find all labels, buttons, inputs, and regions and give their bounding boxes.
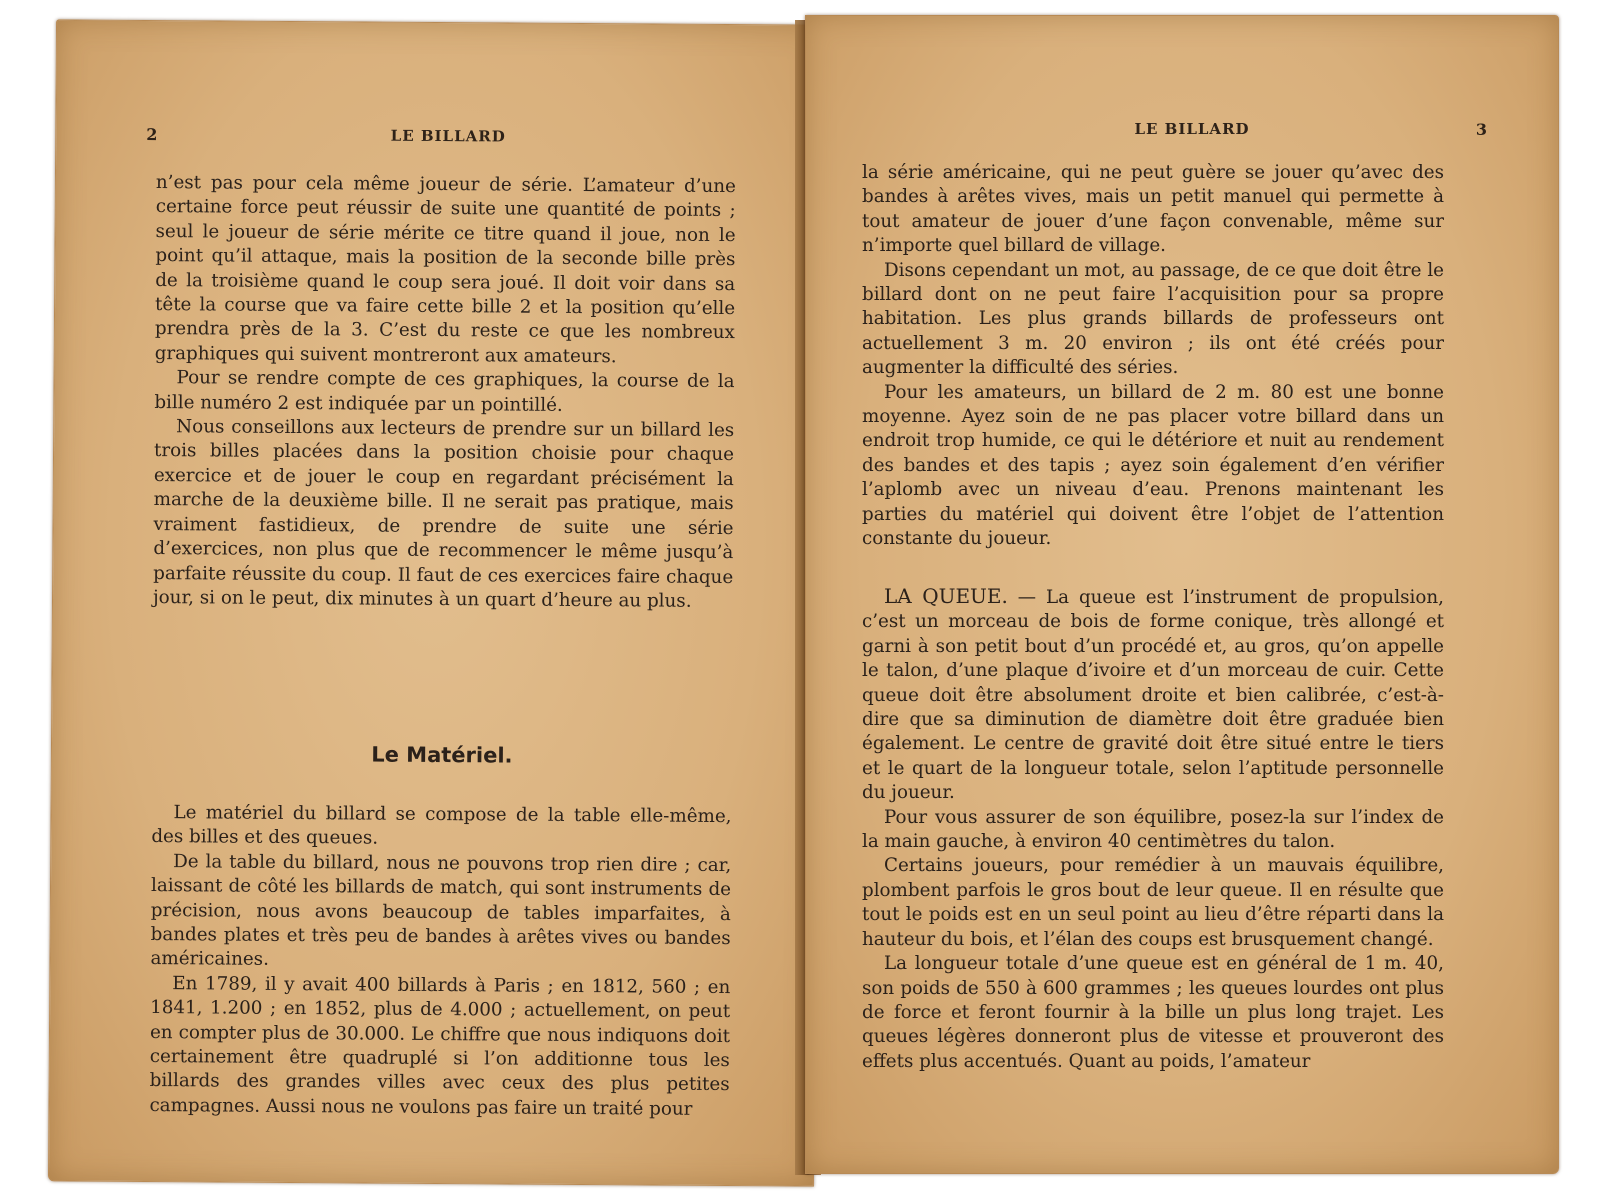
right-paragraph-6: Certains joueurs, pour remédier à un mauvais équilibre, plombent parfois le gros bout de leur queue. Il en résulte que tout le poids est en un seul point au lieu d’être réparti dans la hauteur du bois, et l’élan des coups est brusquement changé. xyxy=(862,855,1444,950)
right-paragraph-1: la série américaine, qui ne peut guère se jouer qu’avec des bandes à arêtes vives, mais un petit manuel qui permette à tout amateur de jouer d’une façon convenable, même sur n’importe quel billard de village. xyxy=(862,162,1444,257)
left-page-number: 2 xyxy=(146,124,159,145)
left-paragraph-2: Pour se rendre compte de ces graphiques, la course de la bille numéro 2 est indiquée par un pointillé. xyxy=(154,367,735,416)
left-running-title: LE BILLARD xyxy=(390,126,506,146)
right-page-number: 3 xyxy=(1475,120,1488,139)
left-bottom-text xyxy=(149,801,731,1122)
right-bottom-text xyxy=(862,584,1444,1074)
left-top-text xyxy=(153,171,736,614)
section-heading-materiel: Le Matériel. xyxy=(371,742,513,768)
left-page-header xyxy=(146,125,750,149)
left-paragraph-5: De la table du billard, nous ne pouvons trop rien dire ; car, laissant de côté les billards de match, qui sont instruments de précision, nous avons beaucoup de tables imparfaites, à bandes plates et très peu de bandes à arêtes vives ou bandes américaines. xyxy=(150,850,732,971)
left-paragraph-1: n’est pas pour cela même joueur de série. L’amateur d’une certaine force peut réussir de suite une quantité de points ; seul le joueur de série mérite ce titre quand il joue, non le point qu’il attaque, mais la position de la seconde bille près de la troisième quand le coup sera joué. Il doit voir dans sa tête la course que va faire cette bille 2 et la position qu’elle prendra près de la 3. C’est du reste ce que les nombreux graphiques qui suivent montreront aux amateurs. xyxy=(154,172,736,368)
subsection-heading-queue: LA QUEUE. xyxy=(884,584,1008,608)
right-page xyxy=(805,15,1559,1174)
right-paragraph-4 xyxy=(862,584,1444,806)
left-page xyxy=(48,19,822,1186)
right-paragraph-7: La longueur totale d’une queue est en général de 1 m. 40, son poids de 550 à 600 grammes ; les queues lourdes ont plus de force et feront fournir à la bille un plus long trajet. Les queues légères donneront plus de vitesse et prouveront des effets plus accentués. Quant au poids, l’amateur xyxy=(862,953,1444,1072)
right-paragraph-2: Disons cependant un mot, au passage, de ce que doit être le billard dont on ne peut faire l’acquisition pour sa propre habitation. Les plus grands billards de professeurs ont actuellement 3 m. 20 environ ; ils ont été créés pour augmenter la difficulté des séries. xyxy=(862,259,1444,379)
left-paragraph-6: En 1789, il y avait 400 billards à Paris ; en 1812, 560 ; en 1841, 1.200 ; en 1852, plus de 4.000 ; actuellement, on peut en compter plus de 30.000. Le chiffre que nous indiquons doit certainement être quadruplé si l’on additionne tous les billards des grandes villes avec ceux des plus petites campagnes. Aussi nous ne voulons pas faire un traité pour xyxy=(149,973,731,1120)
right-running-title: LE BILLARD xyxy=(1134,120,1250,138)
right-page-header xyxy=(896,120,1488,140)
right-top-text xyxy=(862,161,1444,552)
queue-paragraph-text: — La queue est l’instrument de propulsion, c’est un morceau de bois de forme conique, très allongé et garni à son petit bout d’un procédé et, au gros, qu’on appelle le talon, d’une plaque d’ivoire et d’un morceau de cuir. Cette queue doit être absolument droite et bien calibrée, c’est-à-dire que sa diminution de diamètre doit être graduée bien également. Le centre de gravité doit être situé entre le tiers et le quart de la longueur totale, selon l’aptitude personnelle du joueur. xyxy=(862,587,1444,804)
right-paragraph-5: Pour vous assurer de son équilibre, posez-la sur l’index de la main gauche, à environ 40 centimètres du talon. xyxy=(862,806,1444,853)
left-paragraph-3: Nous conseillons aux lecteurs de prendre sur un billard les trois billes placées dans la position choisie pour chaque exercice et de jouer le coup en regardant précisément la marche de la deuxième bille. Il ne serait pas pratique, mais vraiment fastidieux, de prendre de suite une série d’exercices, non plus que de recommencer le même jusqu’à parfaite réussite du coup. Il faut de ces exercices faire chaque jour, si on le peut, dix minutes à un quart d’heure au plus. xyxy=(152,416,735,612)
left-paragraph-4: Le matériel du billard se compose de la table elle-même, des billes et des queues. xyxy=(151,802,732,850)
right-paragraph-3: Pour les amateurs, un billard de 2 m. 80 est une bonne moyenne. Ayez soin de ne pas placer votre billard dans un endroit trop humide, ce qui le détériore et nuit au rendement des bandes et des tapis ; ayez soin également d’en vérifier l’aplomb avec un niveau d’eau. Prenons maintenant les parties du matériel qui doivent être l’objet de l’attention constante du joueur. xyxy=(862,381,1444,550)
